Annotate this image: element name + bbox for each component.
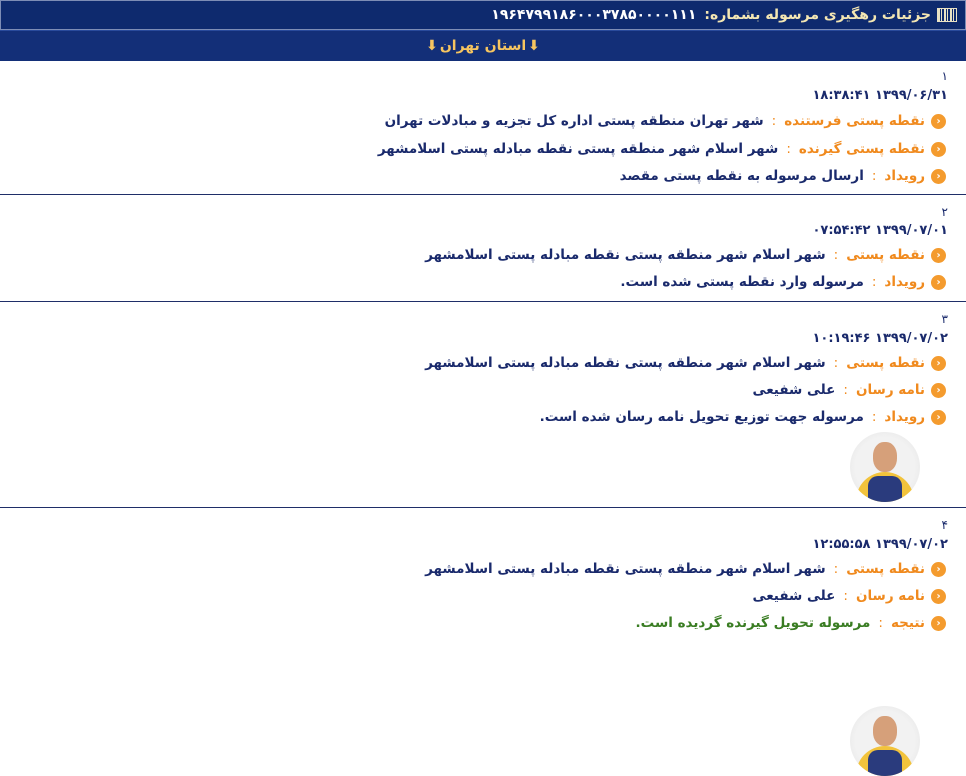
event-number: ۳ bbox=[941, 312, 948, 326]
chevron-circle-icon: ‹ bbox=[931, 383, 946, 398]
row-key: نامه رسان bbox=[855, 382, 925, 398]
event-row bbox=[385, 113, 946, 129]
row-separator: : bbox=[771, 113, 777, 129]
chevron-circle-icon: ‹ bbox=[931, 410, 946, 425]
row-value: علی شفیعی bbox=[752, 588, 836, 604]
row-separator: : bbox=[871, 409, 877, 425]
row-separator: : bbox=[871, 168, 877, 184]
chevron-circle-icon: ‹ bbox=[931, 248, 946, 263]
event-row bbox=[425, 355, 946, 371]
arrow-down-icon: ⬇ bbox=[528, 38, 540, 54]
event-timestamp: ۱۳۹۹/۰۶/۳۱ ۱۸:۳۸:۴۱ bbox=[812, 88, 948, 103]
row-value: شهر تهران منطقه پستی اداره کل تجزیه و مبادلات تهران bbox=[384, 113, 764, 129]
chevron-circle-icon: ‹ bbox=[931, 142, 946, 157]
chevron-circle-icon: ‹ bbox=[931, 114, 946, 129]
event-number: ۱ bbox=[941, 69, 948, 83]
tracking-header bbox=[0, 0, 966, 30]
event-item bbox=[0, 195, 966, 302]
tracking-number: ۱۹۶۴۷۹۹۱۸۶۰۰۰۳۷۸۵۰۰۰۰۱۱۱ bbox=[491, 7, 697, 23]
chevron-circle-icon: ‹ bbox=[931, 169, 946, 184]
row-key: رویداد bbox=[884, 274, 925, 290]
avatar-face bbox=[873, 442, 897, 472]
event-item bbox=[0, 302, 966, 508]
event-item bbox=[0, 61, 966, 195]
row-separator: : bbox=[833, 247, 839, 263]
row-separator: : bbox=[871, 274, 877, 290]
province-label: استان تهران bbox=[439, 38, 527, 54]
row-value: شهر اسلام شهر منطقه پستی نقطه مبادله پستی اسلامشهر bbox=[425, 247, 826, 263]
row-key: نقطه پستی گیرنده bbox=[798, 141, 925, 157]
row-key: نقطه پستی bbox=[846, 355, 925, 371]
row-separator: : bbox=[833, 561, 839, 577]
row-key: نقطه پستی bbox=[846, 561, 925, 577]
row-separator: : bbox=[878, 615, 883, 631]
event-item bbox=[0, 508, 966, 748]
result-value: مرسوله تحویل گیرنده گردیده است. bbox=[635, 615, 871, 631]
event-number: ۲ bbox=[941, 205, 948, 219]
courier-avatar bbox=[850, 706, 920, 776]
event-timestamp: ۱۳۹۹/۰۷/۰۲ ۱۰:۱۹:۴۶ bbox=[812, 331, 948, 346]
province-bar[interactable] bbox=[0, 30, 966, 61]
chevron-circle-icon: ‹ bbox=[931, 275, 946, 290]
chevron-circle-icon: ‹ bbox=[931, 589, 946, 604]
row-separator: : bbox=[843, 588, 848, 604]
row-key: نقطه پستی bbox=[846, 247, 925, 263]
row-value: شهر اسلام شهر منطقه پستی نقطه مبادله پستی اسلامشهر bbox=[425, 561, 826, 577]
avatar-vest bbox=[868, 476, 902, 502]
row-key: رویداد bbox=[884, 168, 925, 184]
row-value: علی شفیعی bbox=[752, 382, 836, 398]
event-row bbox=[540, 409, 946, 425]
event-row bbox=[753, 382, 946, 398]
avatar-vest bbox=[868, 750, 902, 776]
event-number: ۴ bbox=[941, 518, 948, 532]
row-key: رویداد bbox=[884, 409, 925, 425]
row-value: مرسوله وارد نقطه پستی شده است. bbox=[620, 274, 864, 290]
event-timestamp: ۱۳۹۹/۰۷/۰۲ ۱۲:۵۵:۵۸ bbox=[812, 537, 948, 552]
row-key: نامه رسان bbox=[855, 588, 925, 604]
tracking-title: جزئیات رهگیری مرسوله بشماره: bbox=[704, 7, 931, 23]
row-value: ارسال مرسوله به نقطه پستی مقصد bbox=[619, 168, 864, 184]
row-value: مرسوله جهت توزیع تحویل نامه رسان شده است. bbox=[539, 409, 864, 425]
chevron-circle-icon: ‹ bbox=[931, 616, 946, 631]
row-key: نقطه پستی فرستنده bbox=[784, 113, 925, 129]
courier-avatar bbox=[850, 432, 920, 502]
row-separator: : bbox=[833, 355, 839, 371]
event-row bbox=[425, 247, 946, 263]
event-row bbox=[378, 141, 946, 157]
chevron-circle-icon: ‹ bbox=[931, 562, 946, 577]
row-value: شهر اسلام شهر منطقه پستی نقطه مبادله پستی اسلامشهر bbox=[377, 141, 779, 157]
row-value: شهر اسلام شهر منطقه پستی نقطه مبادله پستی اسلامشهر bbox=[425, 355, 826, 371]
event-timestamp: ۱۳۹۹/۰۷/۰۱ ۰۷:۵۴:۴۲ bbox=[812, 223, 948, 238]
row-key: نتیجه bbox=[890, 615, 925, 631]
event-row bbox=[425, 561, 946, 577]
event-row bbox=[636, 615, 946, 631]
event-row bbox=[753, 588, 946, 604]
event-row bbox=[620, 274, 946, 290]
row-separator: : bbox=[843, 382, 848, 398]
arrow-down-icon: ⬇ bbox=[426, 38, 438, 54]
row-separator: : bbox=[786, 141, 791, 157]
avatar-face bbox=[873, 716, 897, 746]
chevron-circle-icon: ‹ bbox=[931, 356, 946, 371]
event-row bbox=[620, 168, 946, 184]
barcode-icon bbox=[937, 8, 957, 22]
